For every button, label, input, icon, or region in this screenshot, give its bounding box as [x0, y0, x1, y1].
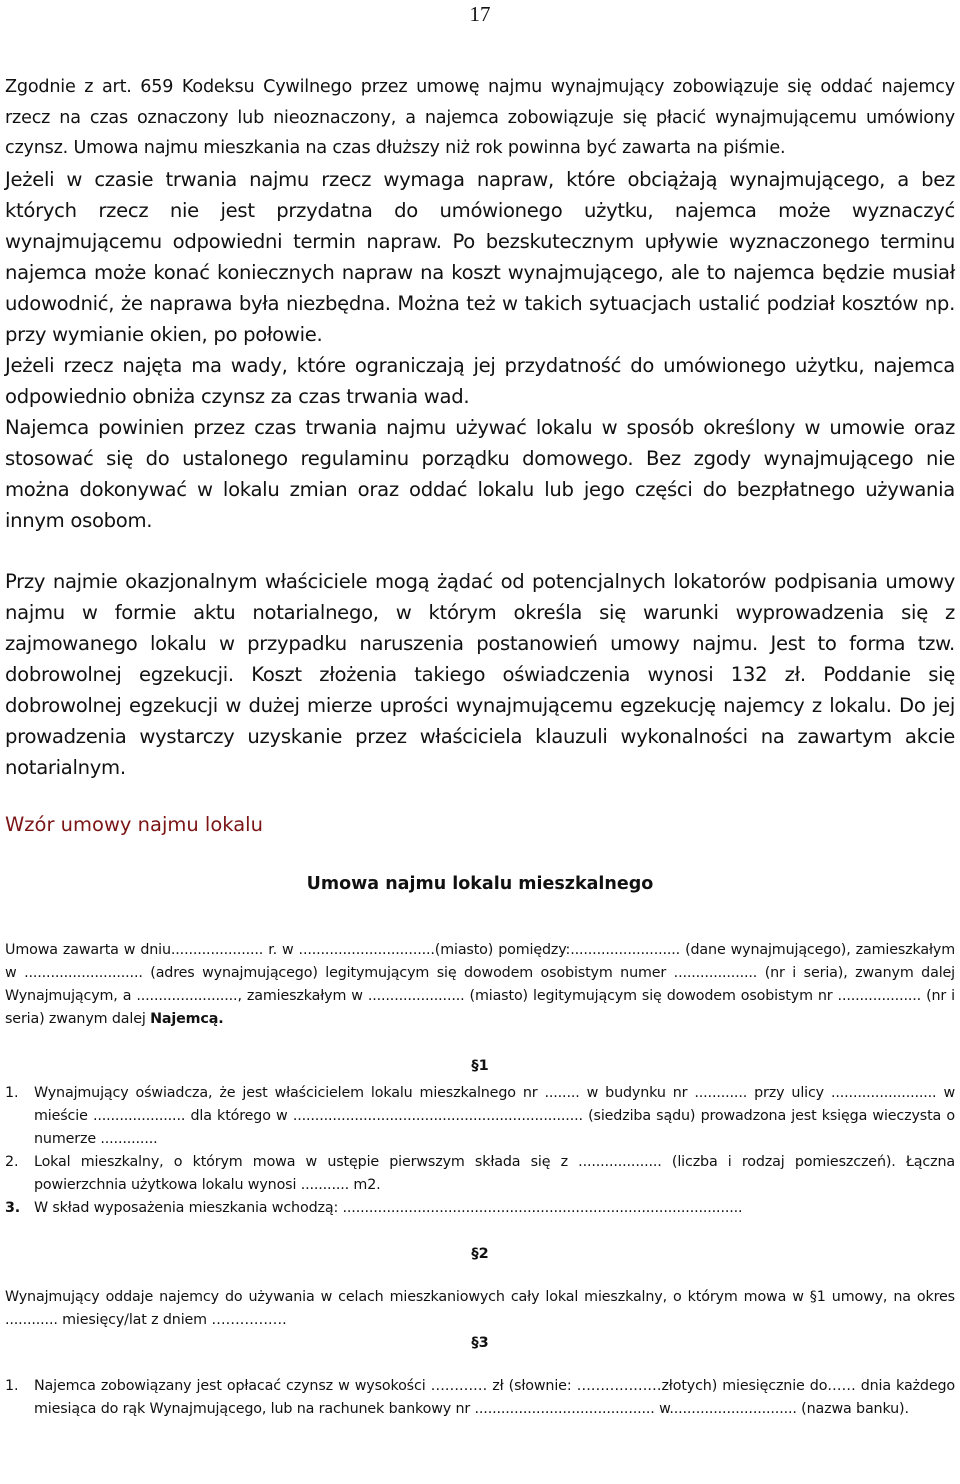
contract-intro-bold: Najemcą. — [150, 1011, 224, 1028]
item-text: Lokal mieszkalny, o którym mowa w ustępie pierwszym składa się z ................... (liczba i rodzaj pomieszczeń). Łączna powierzchnia użytkowa lokalu wynosi ........... m2. — [34, 1154, 955, 1194]
list-item — [5, 1151, 955, 1197]
item-number: 1. — [5, 1085, 19, 1102]
contract-intro-text: Umowa zawarta w dniu..................... r. w ...............................(miasto) pomiędzy:......................... (dane wynajmującego), zamieszkałym w ........................... (adres wynajmującego) legitymującym się dowodem osobistym numer ................... (nr i seria), zwanym dalej Wynajmującym, a ......................., zamieszkałym w ...................... (miasto) legitymującym się dowodem osobistym nr ................... (nr i seria) zwanym dalej — [5, 942, 955, 1028]
item-number: 2. — [5, 1154, 19, 1171]
paragraph-gap — [5, 536, 955, 566]
document-body — [5, 72, 955, 1421]
page-number: 17 — [469, 2, 491, 26]
paragraph-defects: Jeżeli rzecz najęta ma wady, które ograniczają jej przydatność do umówionego użytku, najemca odpowiednio obniża czynsz za czas trwania wad. — [5, 354, 955, 409]
section-2-text: Wynajmujący oddaje najemcy do używania w celach mieszkaniowych cały lokal mieszkalny, o którym mowa w §1 umowy, na okres ............ miesięcy/lat z dniem ……………. — [5, 1289, 955, 1329]
paragraph-art-659: Zgodnie z art. 659 Kodeksu Cywilnego przez umowę najmu wynajmujący zobowiązuje się oddać najemcy rzecz na czas oznaczony lub nieoznaczony, a najemca zobowiązuje się płacić wynajmującemu umówiony czynsz. Umowa najmu mieszkania na czas dłuższy niż rok powinna być zawarta na piśmie. — [5, 77, 955, 159]
item-number: 3. — [5, 1200, 21, 1217]
paragraph-repairs: Jeżeli w czasie trwania najmu rzecz wymaga napraw, które obciążają wynajmującego, a bez których rzecz nie jest przydatna do umówionego użytku, najemca może wyznaczyć wynajmującemu odpowiedni termin napraw. Po bezskutecznym upływie wyznaczonego terminu najemca może konać koniecznych napraw na koszt wynajmującego, ale to najemca będzie musiał udowodnić, że naprawa była niezbędna. Można też w takich sytuacjach ustalić podział kosztów np. przy wymianie okien, po połowie. — [5, 168, 955, 347]
section-1-list — [5, 1082, 955, 1220]
section-1-heading: §1 — [471, 1058, 489, 1075]
section-heading: Wzór umowy najmu lokalu — [5, 813, 263, 837]
section-2-heading: §2 — [471, 1246, 489, 1263]
list-item — [5, 1197, 955, 1220]
contract-title: Umowa najmu lokalu mieszkalnego — [306, 874, 654, 895]
list-item — [5, 1375, 955, 1421]
item-number: 1. — [5, 1378, 19, 1395]
item-text: Najemca zobowiązany jest opłacać czynsz w wysokości ………… zł (słownie: ………………złotych) miesięcznie do…… dnia każdego miesiąca do rąk Wynajmującego, lub na rachunek bankowy nr ......................................... w............................. (nazwa banku). — [34, 1378, 955, 1418]
section-3-list — [5, 1375, 955, 1421]
list-item — [5, 1082, 955, 1151]
section-3-heading: §3 — [471, 1335, 489, 1352]
contract-intro — [5, 939, 955, 1031]
paragraph-tenant-use: Najemca powinien przez czas trwania najmu używać lokalu w sposób określony w umowie oraz stosować się do ustalonego regulaminu porządku domowego. Bez zgody wynajmującego nie można dokonywać w lokalu zmian oraz oddać lokalu lub jego części do bezpłatnego używania innym osobom. — [5, 416, 955, 533]
paragraph-occasional-lease: Przy najmie okazjonalnym właściciele mogą żądać od potencjalnych lokatorów podpisania umowy najmu w formie aktu notarialnego, w którym określa się warunki wyprowadzenia się z zajmowanego lokalu w przypadku naruszenia postanowień umowy najmu. Jest to forma tzw. dobrowolnej egzekucji. Koszt złożenia takiego oświadczenia wynosi 132 zł. Poddanie się dobrowolnej egzekucji w dużej mierze uprości wynajmującemu egzekucję najemcy z lokalu. Do jej prowadzenia wystarczy uzyskanie przez właściciela klauzuli wykonalności na zawartym akcie notarialnym. — [5, 570, 955, 780]
item-text: W skład wyposażenia mieszkania wchodzą: ........................................................................................... — [34, 1200, 743, 1217]
item-text: Wynajmujący oświadcza, że jest właścicielem lokalu mieszkalnego nr ........ w budynku nr ............ przy ulicy ........................ w mieście ..................... dla którego w .................................................................. (siedziba sądu) prowadzona jest księga wieczysta o numerze ............. — [34, 1085, 955, 1148]
